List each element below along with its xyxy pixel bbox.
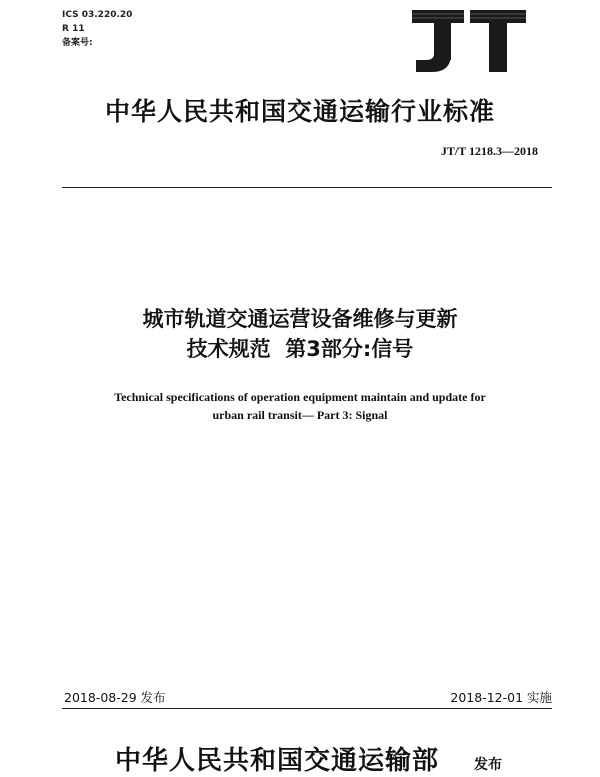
record-number: 备案号: [62,38,93,48]
effective-date: 2018-12-01 实施 [450,690,552,705]
title-english-line-2: urban rail transit— Part 3: Signal [212,408,388,422]
title-english [0,388,600,424]
issue-date: 2018-08-29 发布 [64,690,166,705]
title-chinese-line-1: 城市轨道交通运营设备维修与更新 [142,307,458,331]
issuing-authority: 中华人民共和国交通运输部 [115,746,440,776]
jt-logo [410,10,526,72]
ics-code: ICS 03.220.20 [62,10,133,20]
metadata-block [62,8,132,50]
logo-t-stem [489,20,507,72]
bottom-divider [62,708,552,709]
standard-number: JT/T 1218.3—2018 [440,144,538,158]
logo-j-hook [416,54,451,72]
title-english-line-1: Technical specifications of operation equipment maintain and update for [114,390,486,404]
title-chinese-line-2: 技术规范 第3部分:信号 [186,337,414,361]
top-divider [62,187,552,188]
classification-code: R 11 [62,24,85,34]
title-chinese [0,304,600,364]
standard-type-heading: 中华人民共和国交通运输行业标准 [104,97,495,126]
issuing-label: 发布 [474,757,502,773]
